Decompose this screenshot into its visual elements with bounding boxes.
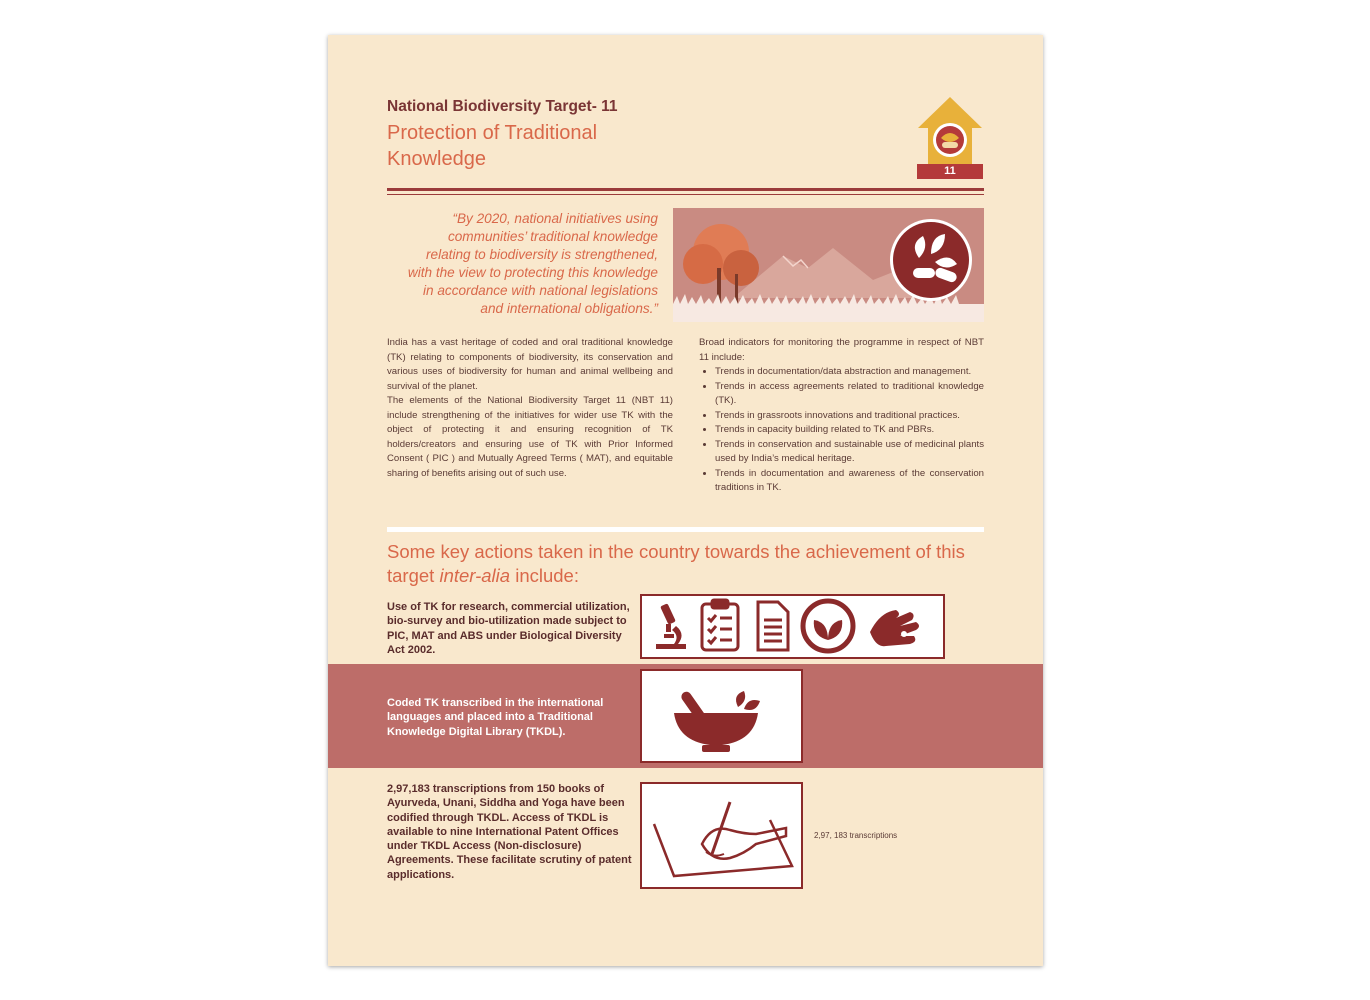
- action-2-text: Coded TK transcribed in the international languages and placed into a Traditional Knowledge Digital Library (TKDL).: [387, 697, 604, 738]
- hand-icon: [870, 610, 919, 646]
- quote-line: in accordance with national legislations: [422, 283, 658, 298]
- divider-rule-thin: [387, 194, 984, 195]
- mortar-pestle-icon: [640, 669, 803, 763]
- landscape-illustration: [673, 208, 984, 322]
- title-line-2: Knowledge: [387, 148, 486, 170]
- document-icon: [758, 602, 788, 650]
- badge-number: 11: [944, 165, 956, 177]
- intro-paragraph-1: India has a vast heritage of coded and oral traditional knowledge (TK) relating to components of biodiversity, its conservation and various uses of biodiversity for human and animal wellbeing and survival of the planet.: [387, 337, 673, 392]
- section-divider: [387, 527, 984, 532]
- list-item: • Trends in documentation/data abstraction and management.: [715, 365, 984, 380]
- list-item: • Trends in conservation and sustainable use of medicinal plants used by India’s medical heritage.: [715, 438, 984, 467]
- microscope-icon: [656, 603, 686, 649]
- leaf-circle-icon: [803, 601, 853, 651]
- heading-italic: inter-alia: [439, 565, 511, 586]
- house-badge-icon: [916, 94, 984, 180]
- document-page: [328, 35, 1043, 966]
- writing-hand-icon: [640, 782, 803, 889]
- quote-line: communities’ traditional knowledge: [447, 229, 658, 244]
- quote-line: “By 2020, national initiatives using: [452, 211, 658, 226]
- clipboard-checklist-icon: [702, 600, 738, 650]
- quote-line: with the view to protecting this knowledge: [407, 265, 658, 280]
- target-label: National Biodiversity Target- 11: [387, 98, 618, 115]
- intro-text: [387, 336, 673, 481]
- transcriptions-note: 2,97, 183 transcriptions: [814, 831, 898, 840]
- indicators-text: [699, 336, 984, 496]
- list-item: • Trends in documentation and awareness of the conservation traditions in TK.: [715, 467, 984, 496]
- quote-line: and international obligations.”: [480, 301, 658, 316]
- indicators-list: [699, 365, 984, 496]
- indicators-intro: Broad indicators for monitoring the programme in respect of NBT 11 include:: [699, 337, 984, 363]
- target-quote: [368, 210, 658, 318]
- list-item: • Trends in access agreements related to traditional knowledge (TK).: [715, 380, 984, 409]
- list-item: • Trends in capacity building related to TK and PBRs.: [715, 423, 984, 438]
- divider-rule: [387, 188, 984, 191]
- title-line-1: Protection of Traditional: [387, 122, 598, 144]
- quote-line: relating to biodiversity is strengthened,: [426, 247, 658, 262]
- heading-text: Some key actions taken in the country towards the achievement of this target: [387, 541, 965, 586]
- key-actions-heading: [387, 540, 987, 588]
- heading-text-end: include:: [510, 565, 579, 586]
- action-1-icons: [640, 594, 945, 659]
- intro-paragraph-2: The elements of the National Biodiversity Target 11 (NBT 11) include strengthening of the initiatives for wider use TK with the object of protecting it and ensuring recognition of TK holders/creators and ensuring use of TK with Prior Informed Consent ( PIC ) and Mutually Agreed Terms ( MAT), and equitable sharing of benefits arising out of such use.: [387, 395, 673, 479]
- list-item: • Trends in grassroots innovations and traditional practices.: [715, 409, 984, 424]
- action-3-text: 2,97,183 transcriptions from 150 books of Ayurveda, Unani, Siddha and Yoga have been codified through TKDL. Access of TKDL is available to nine International Patent Offices under TKDL Access (Non-disclosure) Agreements. These facilitate scrutiny of patent applications.: [387, 783, 632, 881]
- action-1-text: Use of TK for research, commercial utilization, bio-survey and bio-utilization made subject to PIC, MAT and ABS under Biological Diversity Act 2002.: [387, 601, 630, 656]
- page-title: [387, 120, 687, 172]
